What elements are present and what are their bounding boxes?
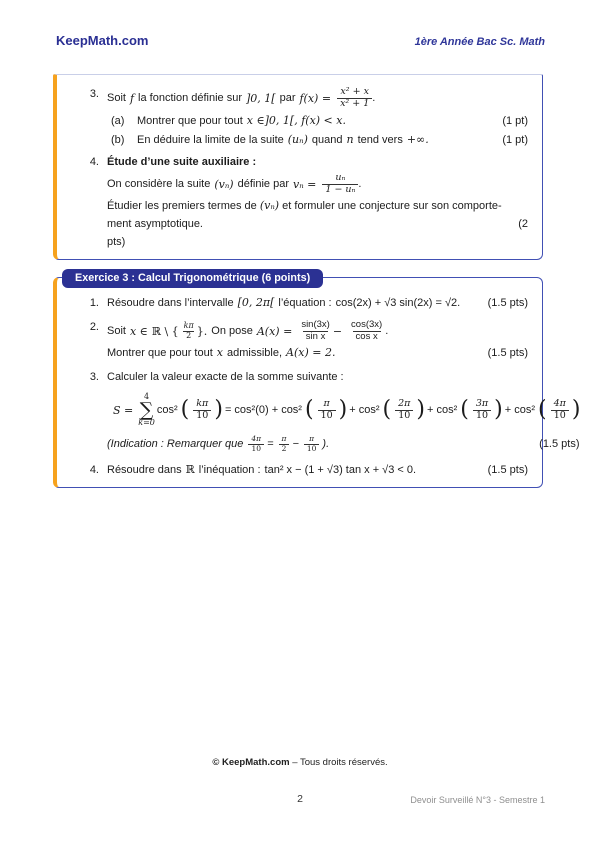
exercise2-continuation-box [53,74,543,260]
math-expr: f(x) = [299,91,332,105]
sub-question-b [111,131,528,149]
text: . [372,92,376,104]
question-4 [81,153,528,251]
text: Soit [107,92,126,104]
question-1 [81,294,528,312]
copyright-brand: © KeepMath.com [212,757,290,768]
sub-text: Montrer que pour tout x ∈]0, 1[, f(x) < x. [137,114,346,127]
math-expr: vₙ = [292,177,317,191]
question-body [107,153,528,251]
question-4-line2: Étudier les premiers termes de (vₙ) et formuler une conjecture sur son comporte- [107,199,502,212]
question-4-statement [107,171,528,197]
fraction: $\frac{\cos(3x)}{\text{cos x}}$ [351,318,383,342]
site-logo: KeepMath.com [56,33,149,48]
question-number: 3. [89,88,99,100]
cos-term: + cos² [349,404,380,417]
page-header [0,0,600,48]
text: On considère la suite [107,178,211,190]
exercise3-title-badge: Exercice 3 : Calcul Trigonométrique (6 points) [62,269,323,288]
question-3 [81,85,528,149]
question-number: 1. [89,297,99,309]
question-number: 2. [89,321,99,333]
math-set-R: ℝ [185,463,195,477]
sum-formula: S = 4 ∑ k=0 cos² ( $\frac{k\pi}{10}$ ) = cos²(0) + cos² ( $\frac{\pi}{10}$ ) + cos² ( $\frac{2\pi}{10}$ ) + cos² ( $\frac{3\pi}{10}$ ) + cos² ( $\frac{4\pi}{10}$ ) [113,392,581,428]
points-label: (1.5 pts) [487,297,528,309]
question-4-statement: Résoudre dans ℝ l’inéquation : tan² x − (1 + √3) tan x + √3 < 0. [107,461,480,479]
question-4-line3: ment asymptotique. (2 [107,215,528,233]
question-4-line4: pts) [107,236,126,248]
course-label: 1ère Année Bac Sc. Math [414,36,545,48]
points-label: (1.5 pts) [487,347,528,359]
text: par [279,92,296,104]
question-1-statement: Résoudre dans l’intervalle [0, 2π[ l’équation : cos(2x) + √3 sin(2x) = √2. [107,294,480,312]
sub-question-a [111,112,528,130]
fraction: $\frac{\sin(3x)}{\text{sin x}}$ [301,318,330,342]
question-body [107,85,528,149]
question-body [107,318,528,362]
fraction-small: $\frac{k\pi}{2}$ [183,320,194,340]
math-interval: ]0, 1[ [246,91,276,105]
question-2-statement: Soit x ∈ ℝ \ { $\frac{k\pi}{2}$ }. On pose A(x) = $\frac{\sin(3x)}{\text{sin x}}$ − $\frac{\cos(3x)}{\text{cos x}}$ . [107,318,389,342]
sub-label: (b) [111,134,125,146]
text: définie par [237,178,289,190]
points-label-open: (2 [518,218,528,230]
question-4 [81,461,528,479]
math-var: f [129,91,135,105]
minus-sign: − [332,324,343,338]
fraction: $\frac{3\pi}{10}$ [473,399,491,422]
page-number: 2 [297,793,303,805]
points-label: (1 pt) [502,134,528,146]
text: Soit [107,325,126,337]
question-number: 3. [89,371,99,383]
points-label: (1.5 pts) [487,464,528,477]
copyright-text: – Tous droits réservés. [292,757,388,768]
sigma-symbol: 4 ∑ k=0 [138,392,155,428]
text: . [385,325,389,337]
sub-text: En déduire la limite de la suite (uₙ) quand n tend vers +∞. [137,133,429,146]
points-label: (1.5 pts) [539,438,580,451]
fraction: $\frac{\pi}{10}$ [318,399,336,422]
question-body [107,368,583,453]
fraction: $\frac{\text{x² + x}}{\text{x² + 1}}$ [337,87,372,110]
question-3-intro: Calculer la valeur exacte de la somme suivante : [107,371,344,383]
fraction-tiny: $\frac{\pi}{2}$ [279,435,290,453]
text: . [358,178,362,190]
expansion: = cos²(0) + cos² [224,404,302,417]
math-lhs: S = [113,403,134,417]
fraction: $\frac{\text{uₙ}}{\text{1 − uₙ}}$ [322,173,358,196]
math-inequation: tan² x − (1 + √3) tan x + √3 < 0. [264,464,417,477]
points-label: (1 pt) [502,115,528,127]
fraction: $\frac{4\pi}{10}$ [551,399,569,422]
text: On pose [211,325,253,337]
text: la fonction définie sur [138,92,242,104]
question-number: 4. [89,464,99,477]
math-equation: cos(2x) + √3 sin(2x) = √2. [335,297,461,309]
fraction: $\frac{2\pi}{10}$ [395,399,413,422]
question-number: 4. [89,156,99,168]
question-2 [81,318,528,362]
exercise3-header-row [62,269,600,288]
fraction: $\frac{k\pi}{10}$ [193,399,211,422]
exercise3-box [53,277,581,488]
math-set: ℝ \ { [151,324,179,338]
copyright-line [0,757,600,768]
cos-term: + cos² [504,404,536,417]
sub-label: (a) [111,115,125,127]
question-3 [81,368,581,453]
cos-term: cos² [156,404,178,417]
question-4-title: Étude d’une suite auxiliaire : [107,156,257,168]
fraction-tiny: $\frac{\pi}{10}$ [304,435,320,453]
math-seq: (vₙ) [214,177,234,191]
indication-line: (Indication : Remarquer que $\frac{4\pi}{10}$ = $\frac{\pi}{2}$ − $\frac{\pi}{10}$ ). (1.5 pts) [107,434,580,453]
question-2-line2: Montrer que pour tout x admissible, A(x) = 2. (1.5 pts) [107,344,528,362]
fraction-tiny: $\frac{4\pi}{10}$ [248,435,264,453]
document-reference: Devoir Surveillé N°3 - Semestre 1 [410,795,545,805]
cos-term: + cos² [427,404,458,417]
question-3-statement [107,85,528,111]
math-expr: A(x) = [256,324,293,338]
